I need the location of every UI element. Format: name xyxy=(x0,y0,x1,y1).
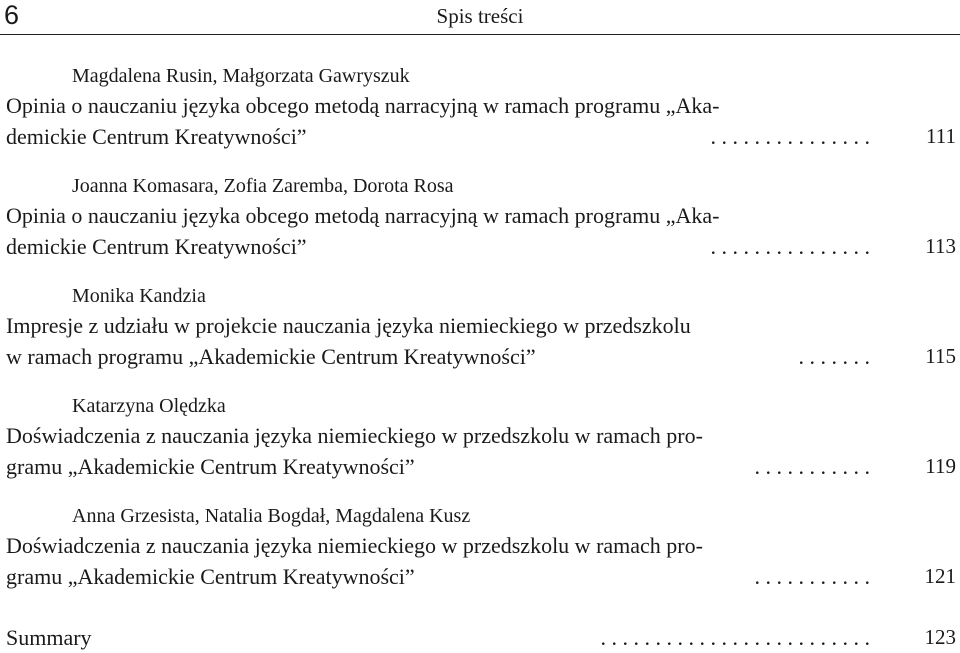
toc-leader-dots: . . . . . . . . . . . . . . . xyxy=(710,124,870,149)
toc-leader-dots: . . . . . . . . . . . xyxy=(754,564,870,589)
toc-entry-authors: Monika Kandzia xyxy=(72,285,206,307)
toc-entry-page: 121 xyxy=(924,564,956,588)
toc-entry-page: 111 xyxy=(926,124,956,148)
toc-leader-dots: . . . . . . . . . . . . . . . . . . . . . . . . . xyxy=(600,625,870,650)
toc-entry-authors: Magdalena Rusin, Małgorzata Gawryszuk xyxy=(72,65,410,87)
toc-entry-title-line-2: demickie Centrum Kreatywności” xyxy=(6,234,307,259)
toc-entry-last-line xyxy=(6,622,956,653)
toc-entry-authors: Anna Grzesista, Natalia Bogdał, Magdalena Kusz xyxy=(72,505,471,527)
summary-label: Summary xyxy=(6,625,92,650)
toc-entry-last-line xyxy=(6,451,956,482)
toc-entry-authors: Katarzyna Olędzka xyxy=(72,395,226,417)
toc-entry-title-line-1: Doświadczenia z nauczania języka niemieckiego w przedszkolu w ramach pro- xyxy=(6,423,703,448)
toc-leader-dots: . . . . . . . xyxy=(798,344,870,369)
toc-entry-title-line-2: gramu „Akademickie Centrum Kreatywności” xyxy=(6,564,415,589)
toc-entry-title-line-1: Opinia o nauczaniu języka obcego metodą narracyjną w ramach programu „Aka- xyxy=(6,203,720,228)
toc-entry-last-line xyxy=(6,341,956,372)
running-title: Spis treści xyxy=(436,4,524,28)
toc-leader-dots: . . . . . . . . . . . xyxy=(754,454,870,479)
toc-entry-summary[interactable] xyxy=(6,622,956,653)
page-header xyxy=(0,0,960,35)
toc-entry-title-line-1: Opinia o nauczaniu języka obcego metodą narracyjną w ramach programu „Aka- xyxy=(6,93,720,118)
toc-entry-last-line xyxy=(6,231,956,262)
toc-leader-dots: . . . . . . . . . . . . . . . xyxy=(710,234,870,259)
toc-entry-title-line-1: Impresje z udziału w projekcie nauczania języka niemieckiego w przedszkolu xyxy=(6,313,691,338)
toc-entry-page: 123 xyxy=(924,625,956,649)
toc-entry-last-line xyxy=(6,121,956,152)
toc-entry-title-line-2: demickie Centrum Kreatywności” xyxy=(6,124,307,149)
toc-entry[interactable] xyxy=(6,64,956,152)
toc-entry-last-line xyxy=(6,561,956,592)
toc-entry[interactable] xyxy=(6,284,956,372)
toc-entry-title-line-1: Doświadczenia z nauczania języka niemieckiego w przedszkolu w ramach pro- xyxy=(6,533,703,558)
toc-entry[interactable] xyxy=(6,174,956,262)
toc-entry-page: 113 xyxy=(925,234,956,258)
toc-entry[interactable] xyxy=(6,394,956,482)
toc-entry-title-line-2: w ramach programu „Akademickie Centrum Kreatywności” xyxy=(6,344,536,369)
toc-entry-page: 119 xyxy=(925,454,956,478)
toc-entry[interactable] xyxy=(6,504,956,592)
toc-entry-page: 115 xyxy=(925,344,956,368)
page-number: 6 xyxy=(4,0,20,30)
toc-entry-title-line-2: gramu „Akademickie Centrum Kreatywności” xyxy=(6,454,415,479)
toc-entry-authors: Joanna Komasara, Zofia Zaremba, Dorota Rosa xyxy=(72,175,454,197)
